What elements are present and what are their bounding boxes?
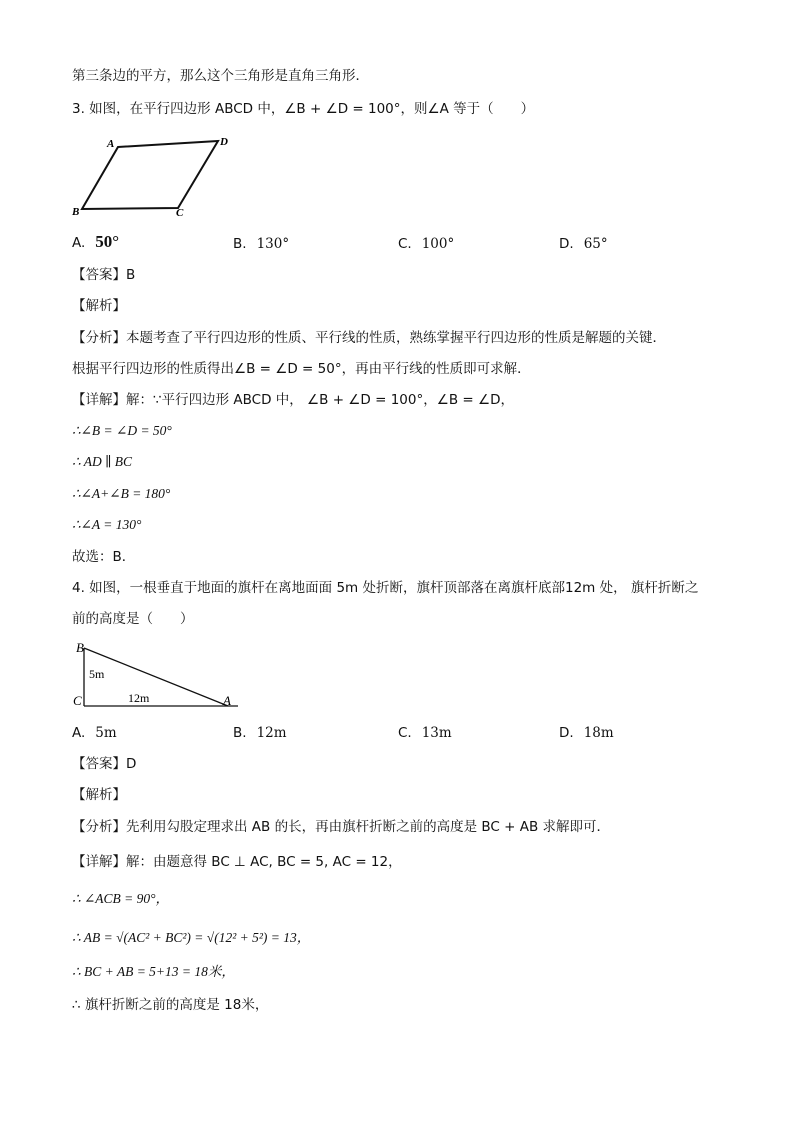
q3-option-c[interactable] — [398, 235, 454, 253]
q3-stem: 3. 如图，在平行四边形 ABCD 中，∠B + ∠D = 100°，则∠A 等于（ ） — [72, 101, 535, 117]
q3-step: ∴ AD ∥ BC — [72, 454, 132, 469]
option-value: 50° — [95, 232, 120, 251]
q4-step: ∴ AB = √(AC² + BC²) = √(12² + 5²) = 13， — [72, 930, 311, 945]
vertex-label-b: B — [76, 640, 84, 655]
q4-option-b[interactable] — [233, 724, 287, 742]
option-value: 65° — [583, 236, 608, 252]
q4-option-c[interactable] — [398, 724, 452, 742]
vertex-label-b: B — [72, 206, 80, 218]
side-label-ca: 12m — [128, 691, 150, 705]
option-label: A. — [72, 725, 86, 741]
option-value: 130° — [256, 236, 290, 252]
option-value: 13m — [421, 725, 452, 741]
option-value: 100° — [421, 236, 455, 252]
option-value: 5m — [95, 725, 117, 741]
q3-analysis-title: 【解析】 — [72, 298, 126, 314]
option-value: 12m — [256, 725, 287, 741]
vertex-label-a: A — [223, 693, 231, 708]
q4-option-d[interactable] — [559, 724, 614, 742]
intro-line: 第三条边的平方，那么这个三角形是直角三角形． — [72, 68, 369, 84]
option-label: A. — [72, 235, 86, 251]
option-value: 18m — [583, 725, 614, 741]
q4-step: ∴ BC + AB = 5+13 = 18米， — [72, 964, 235, 979]
q4-triangle-figure — [70, 638, 245, 713]
q4-step: ∴ 旗杆折断之前的高度是 18米， — [72, 997, 269, 1013]
q4-detail: 【详解】解：由题意得 BC ⊥ AC, BC = 5, AC = 12， — [72, 854, 402, 870]
parallelogram-shape — [82, 141, 218, 209]
q3-parallelogram-figure — [70, 132, 240, 222]
q3-analysis: 【分析】本题考查了平行四边形的性质、平行线的性质，熟练掌握平行四边形的性质是解题的关键． — [72, 330, 666, 346]
q4-stem-line2: 前的高度是（ ） — [72, 611, 194, 627]
q3-answer: 【答案】B — [72, 267, 136, 283]
q4-option-a[interactable] — [72, 724, 117, 742]
option-label: B. — [233, 725, 247, 741]
q3-option-a[interactable] — [72, 233, 119, 252]
vertex-label-c: C — [176, 207, 184, 219]
q3-step: ∴∠A = 130° — [72, 517, 142, 532]
option-label: B. — [233, 236, 247, 252]
option-label: C. — [398, 236, 412, 252]
vertex-label-c: C — [73, 693, 82, 708]
vertex-label-d: D — [220, 136, 228, 148]
option-label: D. — [559, 236, 574, 252]
option-label: C. — [398, 725, 412, 741]
q3-option-b[interactable] — [233, 235, 289, 253]
q4-answer: 【答案】D — [72, 756, 137, 772]
q3-detail: 【详解】解：∵平行四边形 ABCD 中， ∠B + ∠D = 100°，∠B = ∠D， — [72, 392, 514, 408]
option-label: D. — [559, 725, 574, 741]
side-label-bc: 5m — [89, 667, 105, 681]
q4-analysis-title: 【解析】 — [72, 787, 126, 803]
q3-choose: 故选：B． — [72, 549, 136, 565]
q4-step: ∴ ∠ACB = 90°， — [72, 891, 170, 906]
triangle-side-ab — [84, 648, 228, 706]
q3-option-d[interactable] — [559, 235, 608, 253]
q4-analysis: 【分析】先利用勾股定理求出 AB 的长，再由旗杆折断之前的高度是 BC + AB 求解即可． — [72, 819, 611, 835]
q4-stem-line1: 4. 如图，一根垂直于地面的旗杆在离地面面 5m 处折断，旗杆顶部落在离旗杆底部12m 处， 旗杆折断之 — [72, 580, 699, 596]
q3-analysis-2: 根据平行四边形的性质得出∠B = ∠D = 50°，再由平行线的性质即可求解． — [72, 361, 531, 377]
vertex-label-a: A — [107, 138, 115, 150]
q3-step: ∴∠B = ∠D = 50° — [72, 423, 172, 438]
q3-step: ∴∠A+∠B = 180° — [72, 486, 171, 501]
